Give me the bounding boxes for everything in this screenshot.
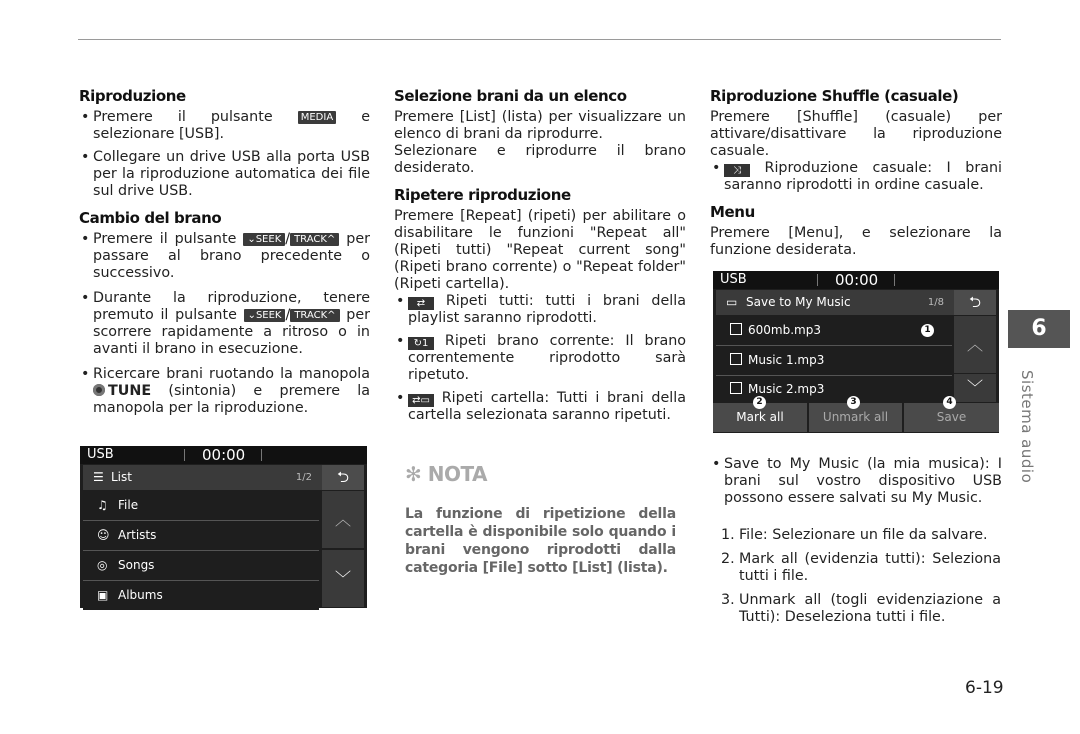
bullet-tune: • Ricercare brani ruotando la manopola TUNE (sintonia) e premere la manopola per la riproduzione. [79, 366, 370, 417]
list-item-file[interactable]: ♫ File [83, 491, 319, 521]
page-number: 6-19 [965, 678, 1004, 698]
column-2: Selezione brani da un elenco Premere [List] (lista) per visualizzare un elenco di brani da riprodurre. Selezionare e riprodurre il brano desiderato. Ripetere riproduzione Premere [Repeat] (ripeti) per abilitare o disabilitare le funzioni "Repeat all" (Ripeti tutti) "Repeat current song" (Ripeti brano corrente) o "Repeat folder" (Ripeti cartella). • ⇄ Ripeti tutti: tutti i brani della playlist saranno riprodotti. • ↻1 Ripeti brano corrente: Il brano correntemente riprodotto sarà ripetuto. • ⇄▭ Ripeti cartella: Tutti i brani della cartella selezionata saranno ripetuti. [394, 88, 686, 424]
bullet-hold: • Durante la riproduzione, tenere premuto il pulsante ⌄SEEK / TRACK^ per scorrere rapidamente a ritroso o in avanti il brano in esecuzione. [79, 290, 370, 358]
bullet-media: • Premere il pulsante MEDIA e selezionare [USB]. [79, 109, 370, 143]
file-row-3[interactable]: Music 2.mp3 [716, 376, 952, 402]
song-icon: ◎ [97, 558, 108, 572]
album-icon: ▣ [97, 588, 109, 602]
repeat-all-icon: ⇄ [408, 297, 434, 310]
track-button-badge-2: TRACK^ [290, 309, 339, 322]
status-bar: USB 00:00 [80, 446, 367, 464]
shuffle-icon: ⤨ [724, 164, 750, 177]
media-button-badge: MEDIA [298, 111, 336, 124]
repeat-one-icon: ↻1 [408, 337, 434, 350]
heading-menu: Menu [710, 203, 755, 221]
nota-text: La funzione di ripetizione della cartella è disponibile solo quando i brani vengono riprodotti dalla categoria [File] sotto [List] (lista). [405, 506, 676, 576]
bullet-seek: • Premere il pulsante ⌄SEEK / TRACK^ per passare al brano precedente o successivo. [79, 231, 370, 282]
save-button[interactable]: Save [904, 403, 999, 432]
back-icon-2[interactable]: ⮌ [954, 290, 996, 315]
seek-button-badge-2: ⌄SEEK [244, 309, 286, 322]
callout-2: 2 [753, 396, 766, 409]
track-button-badge: TRACK^ [290, 233, 339, 246]
bullet-repeat-folder: • ⇄▭ Ripeti cartella: Tutti i brani della cartella selezionata saranno ripetuti. [394, 390, 686, 424]
list-item-2: 2. Mark all (evidenzia tutti): Seleziona tutti i file. [721, 551, 1001, 584]
file-row-1[interactable]: 600mb.mp3 1 [716, 316, 952, 346]
save-to-my-music-screen [713, 271, 999, 433]
scroll-up-button-2[interactable]: ︿ [954, 316, 996, 373]
back-icon[interactable]: ⮌ [322, 465, 364, 490]
nota-title: ✻ NOTA [405, 462, 488, 486]
callout-3: 3 [847, 396, 860, 409]
tune-knob-icon [93, 384, 105, 396]
checkbox[interactable] [730, 382, 742, 394]
column-3-lower [710, 456, 1002, 507]
chapter-title: Sistema audio [1018, 370, 1036, 484]
scroll-down-button[interactable]: ﹀ [322, 550, 364, 607]
seek-button-badge: ⌄SEEK [243, 233, 285, 246]
scroll-up-button[interactable]: ︿ [322, 491, 364, 548]
list-item-3: 3. Unmark all (togli evidenziazione a Tutti): Deseleziona tutti i file. [721, 592, 1001, 625]
list-header: ☰ List 1/2 ⮌ [83, 465, 364, 490]
list-item-artists[interactable]: ☺ Artists [83, 521, 319, 551]
status-bar-2: USB 00:00 [713, 271, 999, 289]
list-item-albums[interactable]: ▣ Albums [83, 581, 319, 610]
heading-ripetere: Ripetere riproduzione [394, 186, 571, 204]
top-rule [78, 39, 1001, 40]
column-3: Riproduzione Shuffle (casuale) Premere [Shuffle] (casuale) per attivare/disattivare la riproduzione casuale. • ⤨ Riproduzione casuale: I brani saranno riprodotti in ordine casuale. Menu Premere [Menu], e selezionare la funzione desiderata. [710, 88, 1002, 259]
scroll-down-button-2[interactable]: ﹀ [954, 374, 996, 402]
callout-1: 1 [921, 324, 934, 337]
column-1 [79, 88, 370, 417]
save-header: ▭ Save to My Music 1/8 ⮌ [716, 290, 996, 315]
mark-all-button[interactable]: Mark all [713, 403, 807, 432]
callout-4: 4 [943, 396, 956, 409]
bullet-shuffle: • ⤨ Riproduzione casuale: I brani saranno riprodotti in ordine casuale. [710, 160, 1002, 194]
checkbox[interactable] [730, 323, 742, 335]
heading-selezione: Selezione brani da un elenco [394, 87, 627, 105]
list-icon: ☰ [93, 470, 104, 484]
heading-riproduzione: Riproduzione [79, 87, 186, 105]
heading-shuffle: Riproduzione Shuffle (casuale) [710, 87, 959, 105]
list-item-1: 1. File: Selezionare un file da salvare. [721, 527, 988, 543]
bullet-repeat-song: • ↻1 Ripeti brano corrente: Il brano correntemente riprodotto sarà ripetuto. [394, 333, 686, 384]
bullet-save-to-my-music: • Save to My Music (la mia musica): I brani sul vostro dispositivo USB possono essere salvati su My Music. [710, 456, 1002, 507]
bullet-usb: • Collegare un drive USB alla porta USB per la riproduzione automatica dei file sul drive USB. [79, 149, 370, 200]
music-note-icon: ♫ [97, 498, 108, 512]
unmark-all-button[interactable]: Unmark all [809, 403, 902, 432]
checkbox[interactable] [730, 353, 742, 365]
bullet-repeat-all: • ⇄ Ripeti tutti: tutti i brani della playlist saranno riprodotti. [394, 293, 686, 327]
chapter-tab: 6 [1008, 310, 1070, 348]
file-row-2[interactable]: Music 1.mp3 [716, 346, 952, 376]
person-icon: ☺ [97, 528, 110, 542]
repeat-folder-icon: ⇄▭ [408, 394, 434, 407]
usb-list-screen [80, 446, 367, 608]
heading-cambio: Cambio del brano [79, 209, 222, 227]
folder-icon: ▭ [726, 295, 738, 309]
list-item-songs[interactable]: ◎ Songs [83, 551, 319, 581]
